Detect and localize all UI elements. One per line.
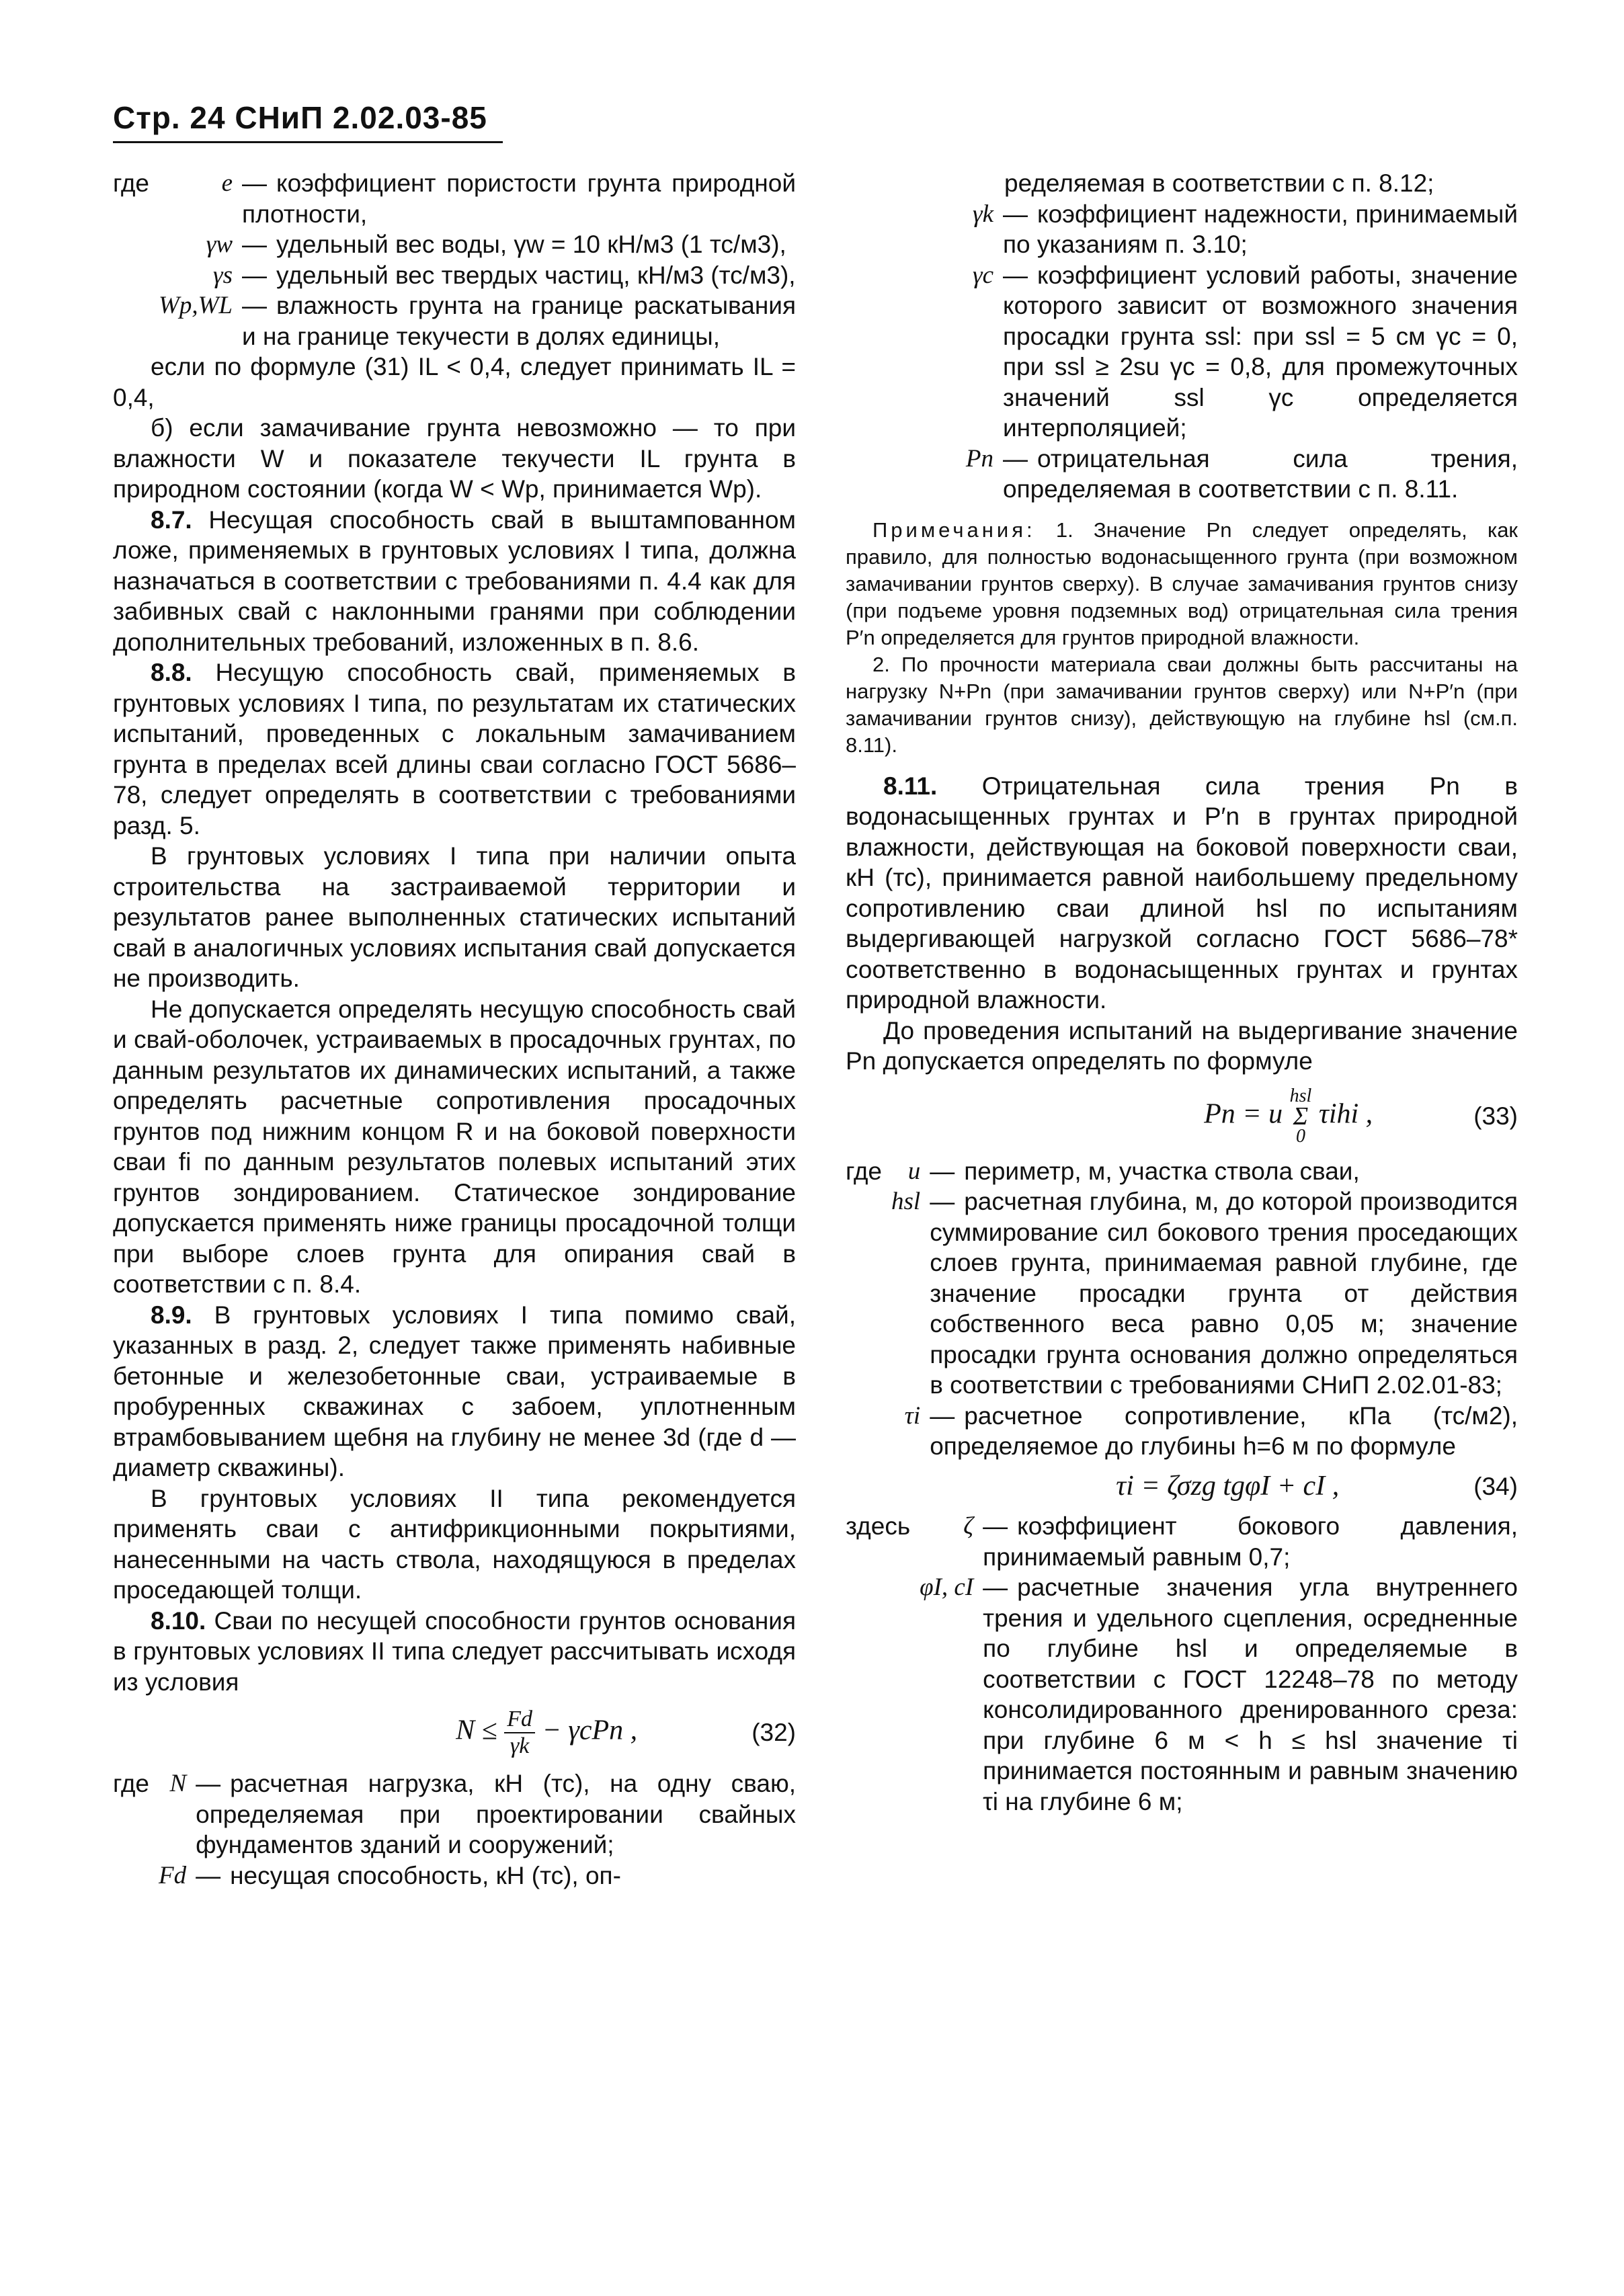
def-symbol: hsl — [891, 1188, 921, 1215]
def-symbol: τi — [904, 1401, 921, 1430]
def-prefix — [113, 260, 149, 291]
definition-list-5: здесь ζ — коэффициент бокового давления, принимаемый равным 0,7; φI, cI — расчетные значения угла внутреннего трения и удельного сцепления, осредненные по глубине hsl и определяемые в соответствии с ГОСТ 12248–78 по методу консолидированного дренированного среза: при глубине 6 м < h ≤ hsl значение τi принимается постоянным и равным значению τi на глубине 6 м; — [846, 1511, 1518, 1817]
def-symbol: Wp,WL — [159, 292, 233, 319]
formula-lhs: Pn = u — [1204, 1098, 1283, 1130]
section-text: Отрицательная сила трения Pn в водонасыщенных грунтах и P′n в грунтах природной влажности, действующая на боковой поверхности сваи, кН (тс), принимается равной наибольшему предельному сопротивлению сваи длиной hsl по испытаниям выдергивающей нагрузкой согласно ГОСТ 5686–78* соответственно в водонасыщенных грунтах и грунтах природной влажности. — [846, 772, 1518, 1014]
section-number: 8.11. — [883, 772, 938, 800]
fraction-numerator: Fd — [504, 1707, 535, 1733]
paragraph: если по формуле (31) IL < 0,4, следует принимать IL = 0,4, — [113, 353, 796, 411]
definition-list-3: γk — коэффициент надежности, принимаемый по указаниям п. 3.10; γc — коэффициент условий работы, значение которого зависит от возможного значения просадки грунта ssl: при ssl = 5 см γc = 0, при ssl ≥ 2su γc = 0,8, для промежуточных значений ssl γc определяется интерполяцией; Pn — отрицательная сила трения, определяемая в соответствии с п. 8.11. — [846, 199, 1518, 505]
def-text: периметр, м, участка ствола сваи, — [964, 1157, 1360, 1185]
summation — [1290, 1086, 1312, 1147]
continued-text: ределяемая в соответствии с п. 8.12; — [1004, 169, 1434, 197]
def-prefix — [113, 290, 149, 352]
def-prefix: здесь — [846, 1512, 911, 1540]
def-symbol: γc — [972, 261, 993, 289]
def-text: расчетное сопротивление, кПа (тс/м2), определяемое до глубины h=6 м по формуле — [930, 1401, 1518, 1460]
section-number: 8.8. — [151, 659, 192, 686]
section-8-11 — [846, 771, 1518, 1016]
section-text: Сваи по несущей способности грунтов основания в грунтовых условиях II типа следует рассчитывать исходя из условия — [113, 1606, 797, 1696]
note-text: 1. Значение Pn следует определять, как правило, для полностью водонасыщенного грунта (при возможном замачивании грунтов сверху). В случае замачивания грунтов снизу (при подъеме уровня подземных вод) отрицательная сила трения P′n определяется для грунтов природной влажности. — [846, 518, 1518, 649]
section-number: 8.10. — [151, 1606, 206, 1635]
def-text: расчетная нагрузка, кН (тс), на одну сваю, определяемая при проектировании свайных фундаментов зданий и сооружений; — [196, 1770, 796, 1858]
note-1 — [846, 517, 1518, 651]
formula-rhs: − γcPn , — [542, 1715, 638, 1746]
paragraph: б) если замачивание грунта невозможно — то при влажности W и показателе текучести IL грунта в природном состоянии (когда W < Wp, принимается Wp). — [113, 414, 796, 503]
sigma-symbol: Σ — [1293, 1102, 1309, 1131]
formula-lhs: N ≤ — [456, 1715, 497, 1746]
def-prefix: где — [846, 1157, 883, 1185]
sum-lower-limit: 0 — [1295, 1125, 1305, 1147]
right-column — [846, 168, 1518, 1817]
def-text: отрицательная сила трения, определяемая в соответствии с п. 8.11. — [1003, 444, 1518, 503]
def-text: расчетные значения угла внутреннего трения и удельного сцепления, осредненные по глубине hsl и определяемые в соответствии с ГОСТ 12248–78 по методу консолидированного дренированного среза: при глубине 6 м < h ≤ hsl значение τi принимается постоянным и равным значению τi на глубине 6 м; — [983, 1573, 1518, 1815]
page-header: Стр. 24 СНиП 2.02.03-85 — [113, 99, 503, 143]
formula-rhs: τihi , — [1318, 1098, 1373, 1130]
def-text: коэффициент надежности, принимаемый по указаниям п. 3.10; — [1003, 200, 1518, 258]
section-text: Несущая способность свай в выштампованном ложе, применяемых в грунтовых условиях I типа, должна назначаться в соответствии с требованиями п. 4.4 как для забивных свай с наклонными гранями при соблюдении дополнительных требований, изложенных в п. 8.6. — [113, 505, 796, 656]
def-symbol: e — [221, 169, 233, 197]
paragraph: Не допускается определять несущую способность свай и свай-оболочек, устраиваемых в просадочных грунтах, по данным результатов их динамических испытаний, а также определять расчетные сопротивления просадочных грунтов под нижним концом R и на боковой поверхности сваи fi по данным результатов полевых испытаний этих грунтов зондированием. Статическое зондирование допускается применять ниже границы просадочной толщи при выборе слоев грунта для опирания свай в соответствии с п. 8.4. — [113, 995, 796, 1298]
definition-list-2: где N — расчетная нагрузка, кН (тс), на одну сваю, определяемая при проектировании свайных фундаментов зданий и сооружений; Fd — несущая способность, кН (тс), оп- — [113, 1768, 796, 1891]
def-text: коэффициент бокового давления, принимаемый равным 0,7; — [983, 1512, 1518, 1571]
left-column — [113, 168, 796, 1891]
note-2: 2. По прочности материала сваи должны быть рассчитаны на нагрузку N+Pn (при замачивании грунтов сверху) или N+P′n (при замачивании грунтов снизу), действующую на глубине hsl (см.п. 8.11). — [846, 652, 1518, 757]
def-text: несущая способность, кН (тс), оп- — [230, 1861, 621, 1889]
def-prefix — [846, 1186, 882, 1401]
def-prefix: где — [113, 1770, 150, 1797]
def-prefix — [113, 1860, 149, 1891]
equation-number: (34) — [1473, 1472, 1518, 1500]
section-text: В грунтовых условиях I типа помимо свай, указанных в разд. 2, следует также применять набивные бетонные и железобетонные сваи, устраиваемые в пробуренных скважинах с забоем, уплотненным втрамбовыванием щебня на глубину не менее 3d (где d — диаметр скважины). — [113, 1301, 797, 1481]
section-8-9 — [113, 1300, 796, 1483]
def-prefix — [846, 1401, 882, 1462]
note-label: Примечания: — [872, 518, 1036, 542]
def-text: коэффициент условий работы, значение которого зависит от возможного значения просадки грунта ssl: при ssl = 5 см γc = 0, при ssl ≥ 2su γc = 0,8, для промежуточных значений ssl γc определяется интерполяцией; — [1003, 261, 1518, 442]
formula-34 — [846, 1471, 1518, 1502]
definition-list-4: где u — периметр, м, участка ствола сваи, hsl — расчетная глубина, м, до которой производится суммирование сил бокового трения проседающих слоев грунта, принимаемая равной глубине, где значение просадки грунта от действия собственного веса равно 0,05 м; значение просадки грунта основания должно определяться в соответствии с требованиями СНиП 2.02.01-83; τi — расчетное сопротивление, кПа (тс/м2), определяемое до глубины h=6 м по формуле — [846, 1156, 1518, 1462]
definition-list-1: где e — коэффициент пористости грунта природной плотности, γw — удельный вес воды, γw = 10 кН/м3 (1 тс/м3), γs — удельный вес твердых частиц, кН/м3 (тс/м3), Wp,WL — влажность грунта на границе раскатывания и на границе текучести в долях единицы, — [113, 168, 796, 352]
def-symbol: Pn — [965, 444, 993, 473]
sum-upper-limit: hsl — [1289, 1085, 1312, 1106]
def-symbol: ζ — [963, 1512, 974, 1540]
def-text: удельный вес воды, γw = 10 кН/м3 (1 тс/м3), — [276, 231, 786, 258]
formula-32 — [113, 1707, 796, 1759]
def-prefix: где — [113, 169, 150, 197]
def-symbol: γs — [213, 261, 233, 289]
def-symbol: γk — [972, 200, 993, 228]
formula-33 — [846, 1086, 1518, 1147]
fraction — [504, 1707, 535, 1759]
paragraph: До проведения испытаний на выдергивание значение Pn допускается определять по формуле — [846, 1016, 1518, 1075]
formula-expression: τi = ζσzg tgφI + cI , — [1116, 1470, 1340, 1502]
paragraph: В грунтовых условиях I типа при наличии опыта строительства на застраиваемой территории и результатов ранее выполненных статических испытаний свай в аналогичных условиях испытания свай допускается не производить. — [113, 842, 796, 992]
def-text: влажность грунта на границе раскатывания и на границе текучести в долях единицы, — [242, 292, 796, 350]
section-number: 8.9. — [151, 1301, 192, 1329]
def-symbol: φI, cI — [920, 1573, 974, 1601]
section-8-7 — [113, 505, 796, 658]
def-text: удельный вес твердых частиц, кН/м3 (тс/м3), — [276, 261, 796, 289]
equation-number: (33) — [1473, 1102, 1518, 1130]
def-symbol: γw — [206, 231, 233, 258]
def-symbol: Fd — [159, 1861, 187, 1889]
section-8-10 — [113, 1606, 796, 1698]
paragraph: В грунтовых условиях II типа рекомендуется применять сваи с антифрикционными покрытиями, нанесенными на часть ствола, находящуюся в пределах проседающей толщи. — [113, 1484, 796, 1604]
def-symbol: u — [907, 1157, 921, 1185]
def-text: коэффициент пористости грунта природной плотности, — [242, 169, 796, 228]
equation-number: (32) — [752, 1719, 796, 1747]
def-text: расчетная глубина, м, до которой производится суммирование сил бокового трения проседающих слоев грунта, принимаемая равной глубине, где значение просадки грунта от действия собственного веса равно 0,05 м; значение просадки грунта основания должно определяться в соответствии с требованиями СНиП 2.02.01-83; — [930, 1188, 1518, 1399]
fraction-denominator: γk — [510, 1733, 530, 1758]
section-number: 8.7. — [151, 505, 192, 534]
section-8-8 — [113, 657, 796, 841]
section-text: Несущую способность свай, применяемых в грунтовых условиях I типа, по результатам их статических испытаний, проведенных с локальным замачиванием грунта в пределах всей длины сваи согласно ГОСТ 5686–78, следует определять в соответствии с требованиями разд. 5. — [113, 659, 797, 839]
def-prefix — [846, 1572, 910, 1817]
def-symbol: N — [169, 1770, 187, 1797]
def-prefix — [113, 229, 149, 260]
